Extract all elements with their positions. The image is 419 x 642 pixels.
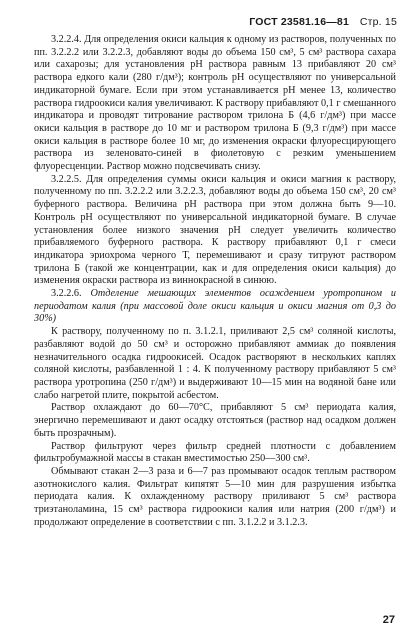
section-heading: Отделение мешающих элементов осаждением уротропином и периодатом калия (при массовой доле окиси кальция и окиси магния от 0,3 до 30%) [34, 288, 396, 325]
page-number: 27 [382, 614, 395, 626]
body-text [34, 34, 396, 529]
page-header [249, 16, 397, 28]
standard-number: ГОСТ 23581.16—81 [249, 16, 350, 28]
paragraph-procedure: К раствору, полученному по п. 3.1.2.1, приливают 2,5 см³ соляной кислоты, разбавляют водой до 50 см³ и осторожно прибавляют аммиак до появления незначительного осадка гидроокисей. Осадок растворяют в нескольких каплях соляной кислоты, разбавленной 1 : 4. К полученному раствору прибавляют 5 см³ раствора уротропина (250 г/дм³) и выдерживают 10—15 мин на водяной бане или слабо нагретой плите, покрытой асбестом. [34, 326, 396, 401]
paragraph-washing: Обмывают стакан 2—3 раза и 6—7 раз промывают осадок теплым раствором азотнокислого калия. Фильтрат кипятят 5—10 мин для разрушения избытка периодата калия. К охлажденному раствору приливают 5 см³ раствора триэтаноламина, 15 см³ раствора гидроокиси калия или натрия (200 г/дм³) и продолжают определение в соответствии с пп. 3.1.2.2 и 3.1.2.3. [34, 465, 396, 528]
paragraph-3-2-2-5: 3.2.2.5. Для определения суммы окиси кальция и окиси магния к раствору, полученному по пп. 3.2.2.2 или 3.2.2.3, добавляют воды до объема 150 см³, 20 см³ буферного раствора. Величина pH раствора при этом должна быть 9—10. Контроль pH осуществляют по универсальной индикаторной бумаге. В случае установления более низкого значения pH следует увеличить количество прибавляемого буферного раствора. К раствору прибавляют 0,1 г смеси индикатора эриохрома черного Т, перемешивают и сразу титруют раствором трилона Б (такой же концентрации, как и для определения окиси кальция) до изменения окраски раствора из виннокрасной в синюю. [34, 173, 396, 287]
page-label: Стр. 15 [359, 16, 397, 28]
paragraph-cooling: Раствор охлаждают до 60—70°С, прибавляют 5 см³ периодата калия, энергично перемешивают и дают осадку отстояться (раствор над осадком должен быть прозрачным). [34, 402, 396, 439]
paragraph-filtering: Раствор фильтруют через фильтр средней плотности с добавлением фильтробумажной массы в стакан вместимостью 250—300 см³. [34, 440, 396, 465]
paragraph-3-2-2-4: 3.2.2.4. Для определения окиси кальция к одному из растворов, полученных по пп. 3.2.2.2 или 3.2.2.3, добавляют воды до объема 150 см³, 5 см³ раствора сахара или сахарозы; для установления pH раствора равным 13 прибавляют 20 см³ раствора едкого кали (280 г/дм³); контроль pH осуществляют по универсальной индикаторной бумаге. Если при этом устанавливается pH менее 13, количество раствора гидроокиси калия увеличивают. К раствору прибавляют 0,1 г смешанного индикатора и проводят титрование раствором трилона Б (4,6 г/дм³) при массе окиси кальция в растворе до 10 мг и раствором трилона Б (9,3 г/дм³) при массе окиси кальция в растворе более 10 мг, до изменения окраски флуоресцирующего раствора из зеленовато-синей в фиолетовую с резким уменьшением флуоресценции. Раствор можно подсвечивать снизу. [34, 34, 396, 173]
paragraph-3-2-2-6 [34, 288, 396, 326]
section-number: 3.2.2.6. [51, 288, 91, 300]
